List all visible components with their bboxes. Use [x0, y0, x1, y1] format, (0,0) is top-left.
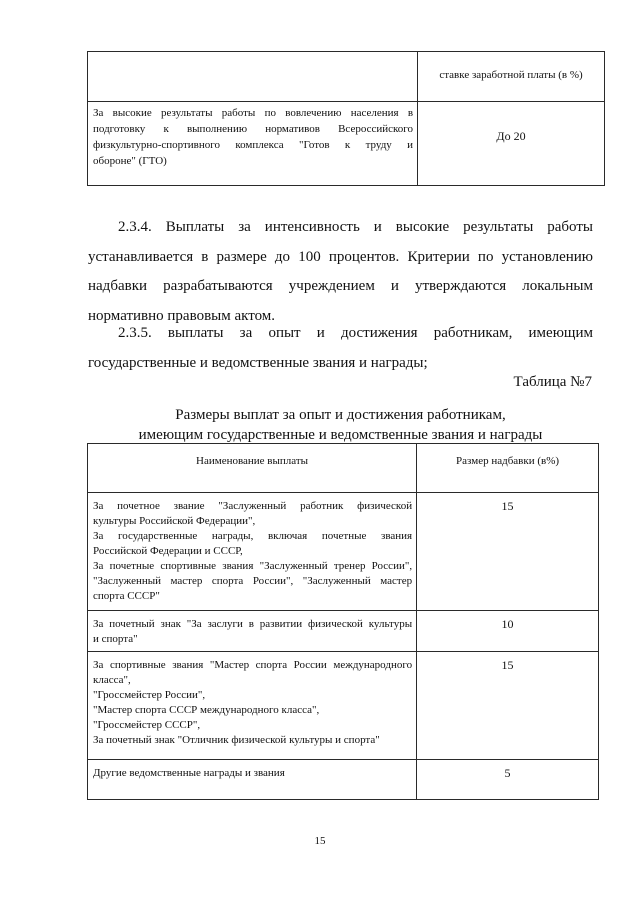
- desc-line: За государственные награды, включая почетные звания: [93, 530, 413, 542]
- row-value: 5: [504, 766, 511, 780]
- table-row: [88, 611, 599, 652]
- gto-desc-line: подготовку к выполнению нормативов Всероссийского: [93, 123, 414, 135]
- row-value: 10: [501, 617, 514, 631]
- desc-line: "Гроссмейстер России",: [93, 689, 206, 701]
- row-value-cell: [417, 493, 599, 611]
- header-name-text: Наименование выплаты: [196, 455, 309, 467]
- desc-line: За почетный знак "Отличник физической культуры и спорта": [93, 734, 380, 746]
- table-caption: [88, 405, 593, 445]
- header-size-text: Размер надбавки (в%): [456, 455, 560, 467]
- gto-row-value: До 20: [496, 129, 526, 143]
- continued-header-text: ставке заработной платы (в %): [439, 69, 583, 81]
- gto-desc-line: За высокие результаты работы по вовлечению населения в: [93, 107, 414, 119]
- gto-row-description: [88, 102, 418, 186]
- desc-line: За почетное звание "Заслуженный работник физической: [93, 500, 413, 512]
- row-description: [88, 760, 417, 800]
- desc-line: За почетные спортивные звания "Заслуженный тренер России",: [93, 560, 413, 572]
- paragraph-line: 2.3.5. выплаты за опыт и достижения работникам, имеющим: [118, 325, 593, 341]
- header-cell-name: [88, 444, 417, 493]
- row-value-cell: [417, 652, 599, 760]
- awards-table: [87, 443, 599, 800]
- table-number: Таблица №7: [513, 374, 592, 390]
- paragraph-line: устанавливается в размере до 100 процентов. Критерии по установлению: [88, 248, 593, 265]
- desc-line: класса",: [93, 674, 131, 686]
- page-number: 15: [314, 835, 326, 847]
- paragraph-line: надбавки разрабатываются учреждением и утверждаются локальным: [88, 278, 593, 294]
- paragraph-line: 2.3.4. Выплаты за интенсивность и высокие результаты работы: [118, 219, 593, 235]
- desc-line: За почетный знак "За заслуги в развитии физической культуры: [93, 618, 413, 630]
- table-row: [88, 760, 599, 800]
- gto-desc-line: физкультурно-спортивного комплекса "Готов к труду и: [93, 139, 414, 151]
- gto-row-value-cell: [418, 102, 605, 186]
- table-row: [88, 493, 599, 611]
- caption-line: Размеры выплат за опыт и достижения работникам,: [175, 407, 506, 423]
- row-value-cell: [417, 760, 599, 800]
- row-description: [88, 611, 417, 652]
- section-2-3-5: [88, 319, 593, 378]
- desc-line: Российской Федерации и СССР,: [93, 545, 243, 557]
- desc-line: За спортивные звания "Мастер спорта России международного: [93, 659, 413, 671]
- continued-table-header-right: [418, 52, 605, 102]
- continued-table: [87, 51, 605, 186]
- row-value: 15: [501, 499, 514, 513]
- row-value-cell: [417, 611, 599, 652]
- desc-line: Другие ведомственные награды и звания: [93, 767, 285, 779]
- desc-line: "Мастер спорта СССР международного класса",: [93, 704, 320, 716]
- section-2-3-4: [88, 213, 593, 331]
- desc-line: и спорта": [93, 633, 138, 645]
- header-cell-size: [417, 444, 599, 493]
- desc-line: "Заслуженный мастер спорта России", "Заслуженный мастер: [93, 575, 413, 587]
- row-description: [88, 652, 417, 760]
- paragraph-line: государственные и ведомственные звания и награды;: [88, 354, 428, 371]
- gto-desc-line: обороне" (ГТО): [93, 155, 167, 167]
- row-description: [88, 493, 417, 611]
- desc-line: спорта СССР": [93, 590, 160, 602]
- caption-line: имеющим государственные и ведомственные звания и награды: [138, 427, 543, 443]
- continued-table-header-left: [88, 52, 418, 102]
- paragraph-line: нормативно правовым актом.: [88, 307, 276, 324]
- row-value: 15: [501, 658, 514, 672]
- desc-line: культуры Российской Федерации",: [93, 515, 256, 527]
- table-row: [88, 652, 599, 760]
- desc-line: "Гроссмейстер СССР",: [93, 719, 201, 731]
